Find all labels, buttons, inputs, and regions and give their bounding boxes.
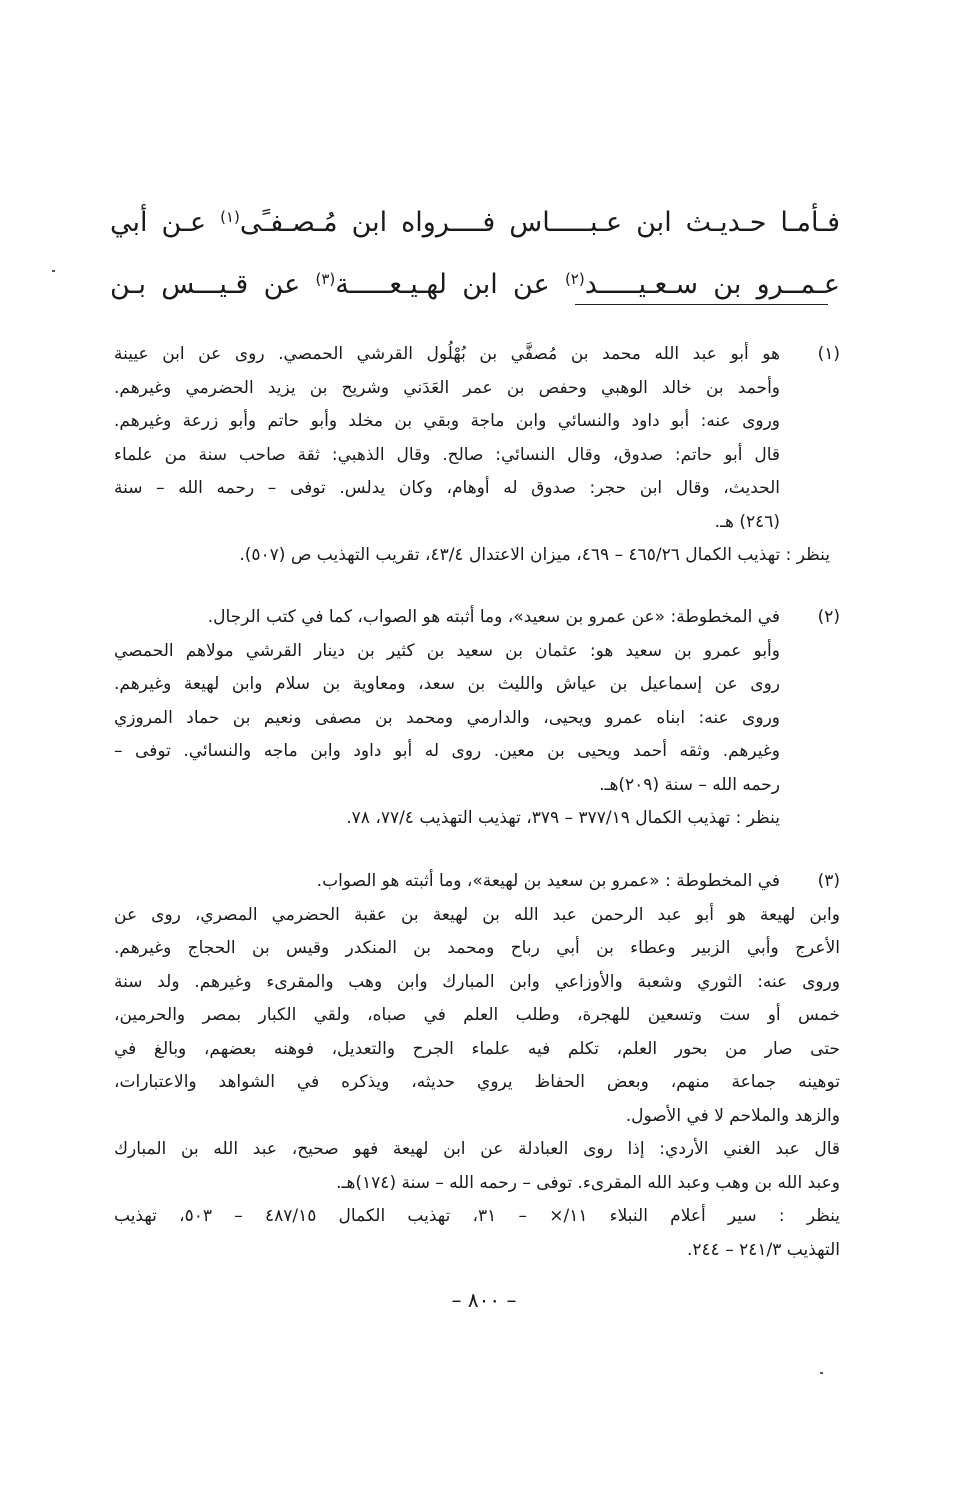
footnote-line: وابن لهيعة هو أبو عبد الرحمن عبد الله بن لهيعة بن عقبة الحضرمي المصري، روى عن	[114, 904, 840, 925]
footnote-line: في المخطوطة: «عن عمرو بن سعيد»، وما أثبته هو الصواب، كما في كتب الرجال.	[207, 607, 780, 627]
footnote-body	[114, 865, 840, 1267]
footnote-line: وغيرهم. وثقه أحمد ويحيى بن معين. روى له أبو داود وابن ماجه والنسائي. توفى –	[114, 741, 780, 761]
scan-speck	[52, 270, 55, 272]
footnote-number: (٣)	[817, 871, 840, 891]
footnote-line: وروى عنه: ابناه عمرو ويحيى، والدارمي ومحمد بن مصفى ونعيم بن حماد المروزي	[114, 707, 780, 728]
footnote-separator	[575, 304, 828, 305]
main-text-line-1: فـأمـا حـديـث ابن عـبـــــاس فــــرواه ابن مُـصـفـًى$^{(١)}$ عـن أبي	[110, 207, 840, 238]
footnote-reference: ينظر : تهذيب الكمال ٣٧٧/١٩ – ٣٧٩، تهذيب التهذيب ٧٧/٤، ٧٨.	[346, 808, 780, 828]
footnote-number: (٢)	[817, 607, 840, 627]
main-text	[110, 192, 840, 316]
footnote-line: قال أبو حاتم: صدوق، وقال النسائي: صالح. وقال الذهبي: ثقة صاحب سنة من علماء	[114, 444, 780, 465]
footnote-body	[114, 338, 830, 573]
footnote-line: الحديث، وقال ابن حجر: صدوق له أوهام، وكان يدلس. توفى – رحمه الله – سنة	[114, 478, 780, 498]
footnote-line: روى عن إسماعيل بن عياش والليث بن سعد، ومعاوية بن سلام وابن لهيعة وغيرهم.	[114, 674, 780, 694]
scan-speck	[820, 1372, 823, 1374]
footnote-line: وروى عنه: الثوري وشعبة والأوزاعي وابن المبارك وابن وهب والمقرىء وغيرهم. ولد سنة	[114, 971, 840, 992]
footnote-reference: ينظر : سير أعلام النبلاء ١١/× – ٣١، تهذيب الكمال ٤٨٧/١٥ – ٥٠٣، تهذيب	[114, 1206, 840, 1226]
footnote-body	[114, 601, 780, 836]
footnote-line: في المخطوطة : «عمرو بن سعيد بن لهيعة»، وما أثبته هو الصواب.	[316, 871, 780, 891]
page-number: – ٨٠٠ –	[451, 1288, 517, 1312]
footnote-line: وروى عنه: أبو داود والنسائي وابن ماجة وبقي بن مخلد وأبو حاتم وأبو زرعة وغيرهم.	[114, 411, 780, 431]
footnote-reference: ينظر : تهذيب الكمال ٤٦٥/٢٦ – ٤٦٩، ميزان الاعتدال ٤٣/٤، تقريب التهذيب ص (٥٠٧).	[239, 545, 830, 565]
footnote-line: وأبو عمرو بن سعيد هو: عثمان بن سعيد بن كثير بن دينار القرشي مولاهم الحمصي	[114, 640, 780, 661]
footnote-line: حتى صار من بحور العلم، تكلم فيه علماء الجرح والتعديل، فوهنه بعضهم، وبالغ في	[114, 1038, 840, 1059]
footnote-line: خمس أو ست وتسعين للهجرة، وطلب العلم في صباه، ولقي الكبار بمصر والحرمين،	[114, 1005, 840, 1025]
footnote-ref-3: (٣)	[315, 270, 336, 288]
footnote-number: (١)	[817, 344, 840, 364]
footnote-line: رحمه الله – سنة (٢٠٩)هـ.	[599, 774, 780, 795]
footnote-line: الأعرج وأبي الزبير وعطاء بن أبي رباح ومحمد بن المنكدر وقيس بن الحجاج وغيرهم.	[114, 938, 840, 958]
footnote-line: (٢٤٦) هـ.	[714, 511, 780, 532]
footnote-ref-2: (٢)	[564, 270, 585, 288]
footnote-reference: التهذيب ٢٤١/٣ – ٢٤٤.	[686, 1239, 840, 1260]
footnote-line: قال عبد الغني الأردي: إذا روى العبادلة عن ابن لهيعة فهو صحيح، عبد الله بن المبارك	[114, 1139, 840, 1159]
footnote-ref-1: (١)	[220, 208, 240, 226]
main-text-line-2: عـمــرو بن سـعـيـــــد$^{(٢)}$ عن ابن لهـيـعـــــة$^{(٣)}$ عن قـيـــس بـن	[110, 269, 840, 300]
footnote-line: وعبد الله بن وهب وعبد الله المقرىء. توفى – رحمه الله – سنة (١٧٤)هـ.	[336, 1172, 840, 1193]
footnote-line: والزهد والملاحم لا في الأصول.	[625, 1105, 840, 1126]
footnote-line: هو أبو عبد الله محمد بن مُصفَّي بن بُهْلُول القرشي الحمصي. روى عن ابن عيينة	[114, 344, 780, 364]
footnote-line: توهينه جماعة منهم، وبعض الحفاظ يروي حديثه، ويذكره في الشواهد والاعتبارات،	[114, 1072, 840, 1092]
footnote-line: وأحمد بن خالد الوهبي وحفص بن عمر العَدَني وشريح بن يزيد الحضرمي وغيرهم.	[114, 377, 780, 398]
